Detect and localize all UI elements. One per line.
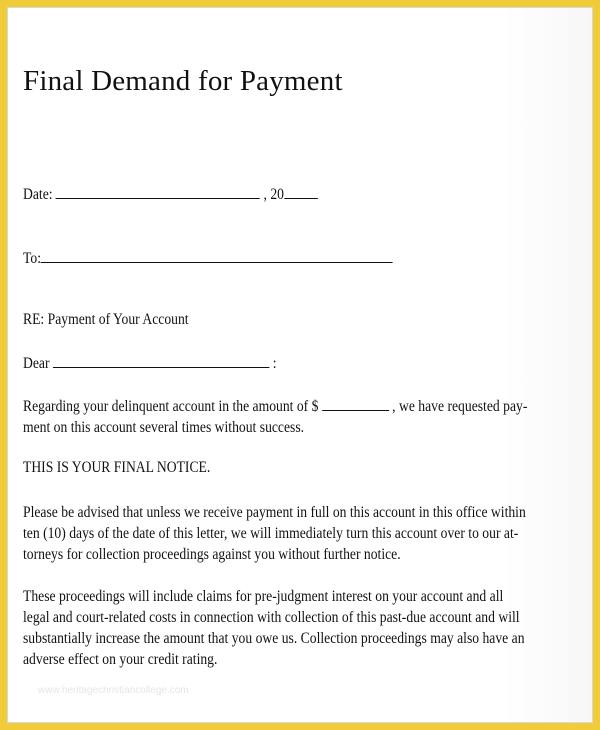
date-blank[interactable] bbox=[56, 184, 260, 199]
watermark: www.heritagechristiancollege.com bbox=[38, 685, 189, 696]
paragraph-line: adverse effect on your credit rating. bbox=[23, 651, 218, 668]
to-line bbox=[23, 248, 393, 268]
document-page bbox=[7, 7, 593, 723]
paragraph-line: ment on this account several times without success. bbox=[23, 419, 305, 436]
final-notice: THIS IS YOUR FINAL NOTICE. bbox=[23, 459, 211, 476]
amount-text-after: , we have requested pay- bbox=[392, 398, 528, 415]
date-label: Date: bbox=[23, 186, 53, 203]
paragraph-line: ten (10) days of the date of this letter, we will immediately turn this account over to our at- bbox=[23, 525, 519, 542]
dear-blank[interactable] bbox=[53, 353, 269, 368]
amount-blank[interactable] bbox=[322, 396, 389, 411]
date-year-prefix: , 20 bbox=[263, 186, 284, 203]
paragraph-proceedings bbox=[23, 586, 525, 670]
date-line bbox=[23, 184, 317, 204]
paragraph-line bbox=[23, 396, 528, 417]
re-line: RE: Payment of Your Account bbox=[23, 311, 189, 328]
paragraph-line: torneys for collection proceedings against you without further notice. bbox=[23, 546, 401, 563]
paragraph-line: legal and court-related costs in connection with collection of this past-due account and will bbox=[23, 609, 520, 626]
to-blank[interactable] bbox=[41, 248, 393, 263]
paragraph-advisory bbox=[23, 502, 526, 565]
document-title: Final Demand for Payment bbox=[23, 65, 343, 97]
dear-suffix: : bbox=[272, 355, 277, 372]
year-blank[interactable] bbox=[284, 184, 317, 199]
amount-text-before: Regarding your delinquent account in the amount of $ bbox=[23, 398, 319, 415]
dear-label: Dear bbox=[23, 355, 50, 372]
dear-line bbox=[23, 353, 277, 373]
to-label: To: bbox=[23, 250, 41, 267]
paragraph-line: substantially increase the amount that you owe us. Collection proceedings may also have an bbox=[23, 630, 525, 647]
paragraph-line: Please be advised that unless we receive payment in full on this account in this office within bbox=[23, 504, 526, 521]
paragraph-delinquent bbox=[23, 396, 528, 438]
paragraph-line: These proceedings will include claims for pre-judgment interest on your account and all bbox=[23, 588, 504, 605]
